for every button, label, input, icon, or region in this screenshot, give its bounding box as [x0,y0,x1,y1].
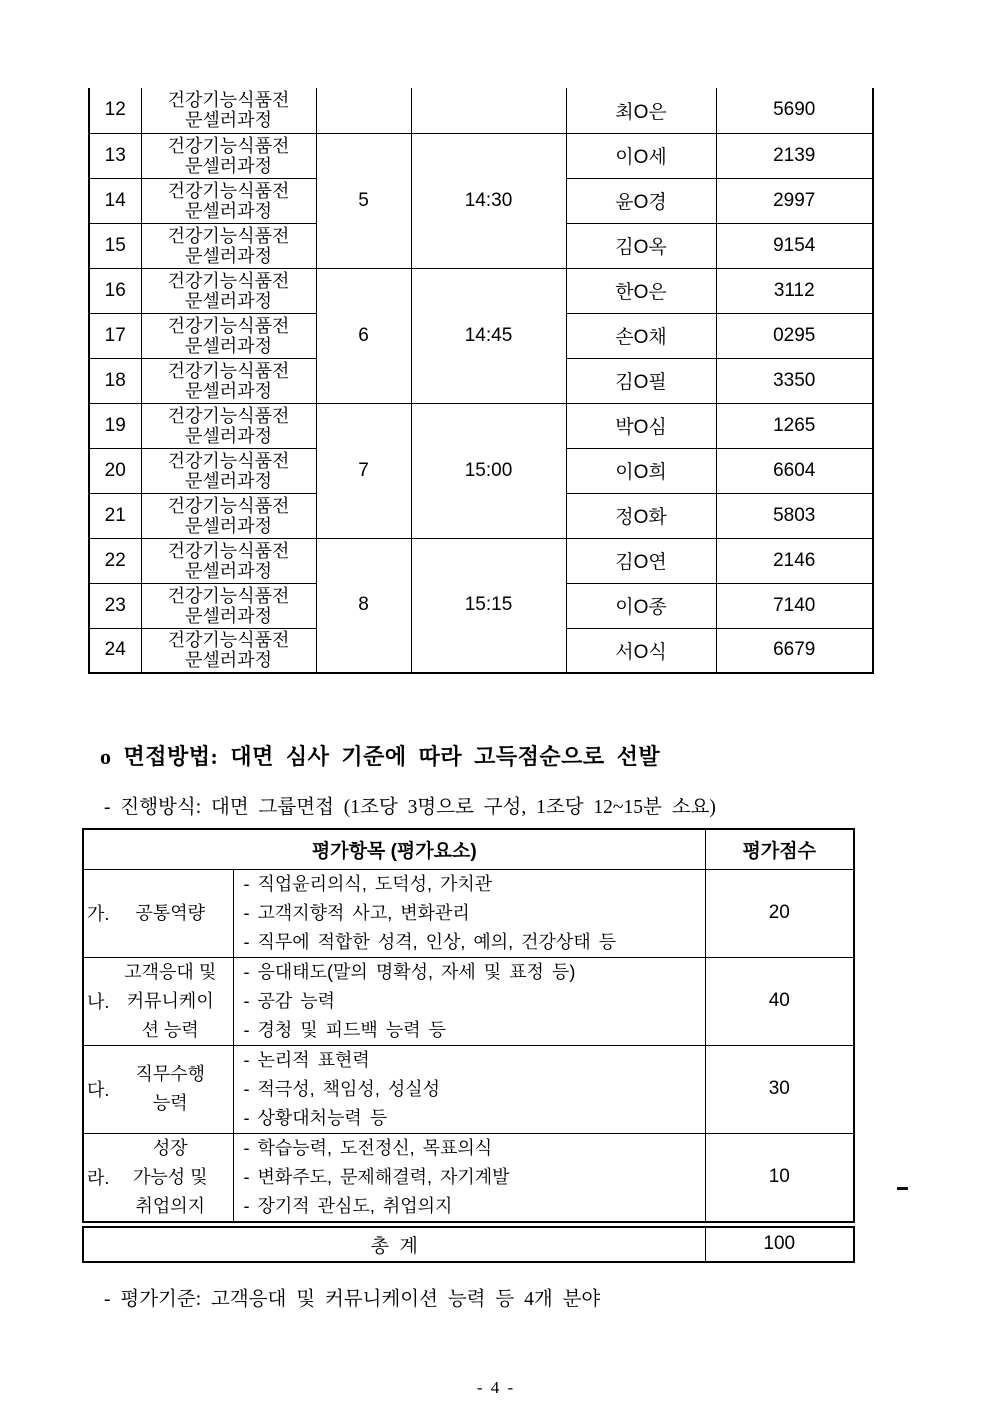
criteria-items-cell [233,1045,705,1133]
name-cell: 손O채 [566,313,716,358]
total-score-cell: 100 [705,1224,854,1262]
course-cell [141,223,316,268]
score-header-cell: 평가점수 [705,829,854,869]
course-cell [141,358,316,403]
course-line: 문셀러과정 [185,605,272,626]
name-cell: 윤O경 [566,178,716,223]
name-cell: 정O화 [566,493,716,538]
course-line: 건강기능식품전 [167,540,290,561]
course-line: 건강기능식품전 [167,90,290,111]
evaluation-row [83,1045,854,1133]
number-cell: 1265 [716,403,873,448]
course-line: 문셀러과정 [185,470,272,491]
name-cell: 최O은 [566,88,716,133]
category-cell [83,957,233,1045]
course-line: 건강기능식품전 [167,405,290,426]
course-line: 문셀러과정 [185,245,272,266]
schedule-row [89,538,873,583]
category-label-line: 커뮤니케이 [126,990,214,1011]
category-cell [83,1133,233,1224]
name-cell: 한O은 [566,268,716,313]
name-cell: 박O심 [566,403,716,448]
category-label-line: 가능성 및 [132,1166,208,1187]
group-cell: 6 [316,268,411,403]
number-cell: 3350 [716,358,873,403]
evaluation-row [83,957,854,1045]
score-cell: 40 [705,957,854,1045]
criteria-item: - 경청 및 피드백 능력 등 [243,1019,446,1040]
course-line: 건강기능식품전 [167,630,290,651]
course-line: 건강기능식품전 [167,135,290,156]
course-cell [141,583,316,628]
row-number-cell: 17 [89,313,141,358]
course-line: 건강기능식품전 [167,585,290,606]
category-label-line: 고객응대 및 [124,961,217,982]
time-cell: 14:45 [411,268,566,403]
interview-method-heading: o 면접방법: 대면 심사 기준에 따라 고득점순으로 선발 [100,744,661,769]
evaluation-row [83,1133,854,1224]
course-line: 건강기능식품전 [167,360,290,381]
category-prefix: 가. [87,904,110,924]
evaluation-header-row [83,829,854,869]
name-cell: 서O식 [566,628,716,673]
category-label-line: 공통역량 [135,902,206,923]
score-cell: 10 [705,1133,854,1224]
row-number-cell: 15 [89,223,141,268]
category-label-line: 능력 [152,1093,188,1113]
schedule-row [89,133,873,178]
course-cell [141,448,316,493]
course-line: 문셀러과정 [185,515,272,536]
evaluation-row [83,869,854,957]
course-line: 건강기능식품전 [167,180,290,201]
course-cell [141,538,316,583]
criteria-item: - 논리적 표현력 [243,1049,370,1070]
course-line: 건강기능식품전 [167,495,290,516]
criteria-item: - 직업윤리의식, 도덕성, 가치관 [243,873,493,894]
number-cell: 2146 [716,538,873,583]
group-cell [316,88,411,133]
category-prefix: 나. [87,992,110,1012]
course-line: 문셀러과정 [185,650,272,671]
category-label-line: 성장 [152,1137,188,1158]
time-cell [411,88,566,133]
name-cell: 이O종 [566,583,716,628]
name-cell: 김O옥 [566,223,716,268]
criteria-item: - 상황대처능력 등 [243,1107,388,1128]
name-cell: 김O연 [566,538,716,583]
course-line: 문셀러과정 [185,380,272,401]
course-line: 문셀러과정 [185,290,272,311]
number-cell: 2139 [716,133,873,178]
margin-dash-mark [897,1187,908,1190]
time-cell: 15:00 [411,403,566,538]
number-cell: 3112 [716,268,873,313]
criteria-item: - 적극성, 책임성, 성실성 [243,1078,440,1099]
schedule-row [89,88,873,133]
criteria-item: - 응대태도(말의 명확성, 자세 및 표정 등) [243,961,576,982]
criteria-items-cell [233,957,705,1045]
criteria-item: - 장기적 관심도, 취업의지 [243,1195,453,1216]
course-line: 문셀러과정 [185,335,272,356]
course-line: 문셀러과정 [185,155,272,176]
evaluation-criteria-table [82,828,855,1263]
course-line: 문셀러과정 [185,560,272,581]
row-number-cell: 18 [89,358,141,403]
criteria-item: - 학습능력, 도전정신, 목표의식 [243,1137,493,1158]
name-cell: 이O희 [566,448,716,493]
row-number-cell: 12 [89,88,141,133]
course-cell [141,268,316,313]
course-cell [141,628,316,673]
course-line: 건강기능식품전 [167,450,290,471]
row-number-cell: 22 [89,538,141,583]
category-cell [83,869,233,957]
course-cell [141,403,316,448]
category-prefix: 라. [87,1168,110,1188]
row-number-cell: 23 [89,583,141,628]
category-prefix: 다. [87,1080,110,1100]
number-cell: 0295 [716,313,873,358]
course-cell [141,133,316,178]
course-line: 문셀러과정 [185,425,272,446]
row-number-cell: 24 [89,628,141,673]
row-number-cell: 14 [89,178,141,223]
row-number-cell: 13 [89,133,141,178]
evaluation-total-row [83,1224,854,1262]
course-line: 건강기능식품전 [167,315,290,336]
schedule-row [89,403,873,448]
name-cell: 김O필 [566,358,716,403]
category-label-line: 직무수행 [135,1064,206,1084]
name-cell: 이O세 [566,133,716,178]
criteria-item: - 변화주도, 문제해결력, 자기계발 [243,1166,510,1187]
interview-method-detail: - 진행방식: 대면 그룹면접 (1조당 3명으로 구성, 1조당 12~15분 소요) [104,797,716,818]
time-cell: 14:30 [411,133,566,268]
schedule-row [89,268,873,313]
number-cell: 6604 [716,448,873,493]
number-cell: 9154 [716,223,873,268]
row-number-cell: 16 [89,268,141,313]
score-cell: 30 [705,1045,854,1133]
criteria-items-cell [233,869,705,957]
number-cell: 7140 [716,583,873,628]
criteria-item: - 공감 능력 [243,990,336,1011]
course-line: 문셀러과정 [185,110,272,131]
group-cell: 5 [316,133,411,268]
course-cell [141,88,316,133]
row-number-cell: 20 [89,448,141,493]
time-cell: 15:15 [411,538,566,673]
page-number: - 4 - [476,1378,516,1397]
group-cell: 7 [316,403,411,538]
row-number-cell: 19 [89,403,141,448]
category-cell [83,1045,233,1133]
category-label-line: 션 능력 [141,1019,199,1040]
course-cell [141,493,316,538]
criteria-header-cell: 평가항목 (평가요소) [83,829,705,869]
course-line: 건강기능식품전 [167,270,290,291]
group-cell: 8 [316,538,411,673]
criteria-item: - 직무에 적합한 성격, 인상, 예의, 건강상태 등 [243,931,617,952]
total-label-cell: 총 계 [83,1224,705,1262]
course-cell [141,313,316,358]
course-line: 문셀러과정 [185,200,272,221]
course-line: 건강기능식품전 [167,225,290,246]
criteria-item: - 고객지향적 사고, 변화관리 [243,902,470,923]
number-cell: 6679 [716,628,873,673]
row-number-cell: 21 [89,493,141,538]
category-label-line: 취업의지 [135,1195,206,1216]
number-cell: 5803 [716,493,873,538]
score-cell: 20 [705,869,854,957]
interview-schedule-table [88,88,874,674]
number-cell: 5690 [716,88,873,133]
course-cell [141,178,316,223]
evaluation-criteria-note: - 평가기준: 고객응대 및 커뮤니케이션 능력 등 4개 분야 [104,1289,601,1310]
criteria-items-cell [233,1133,705,1224]
number-cell: 2997 [716,178,873,223]
